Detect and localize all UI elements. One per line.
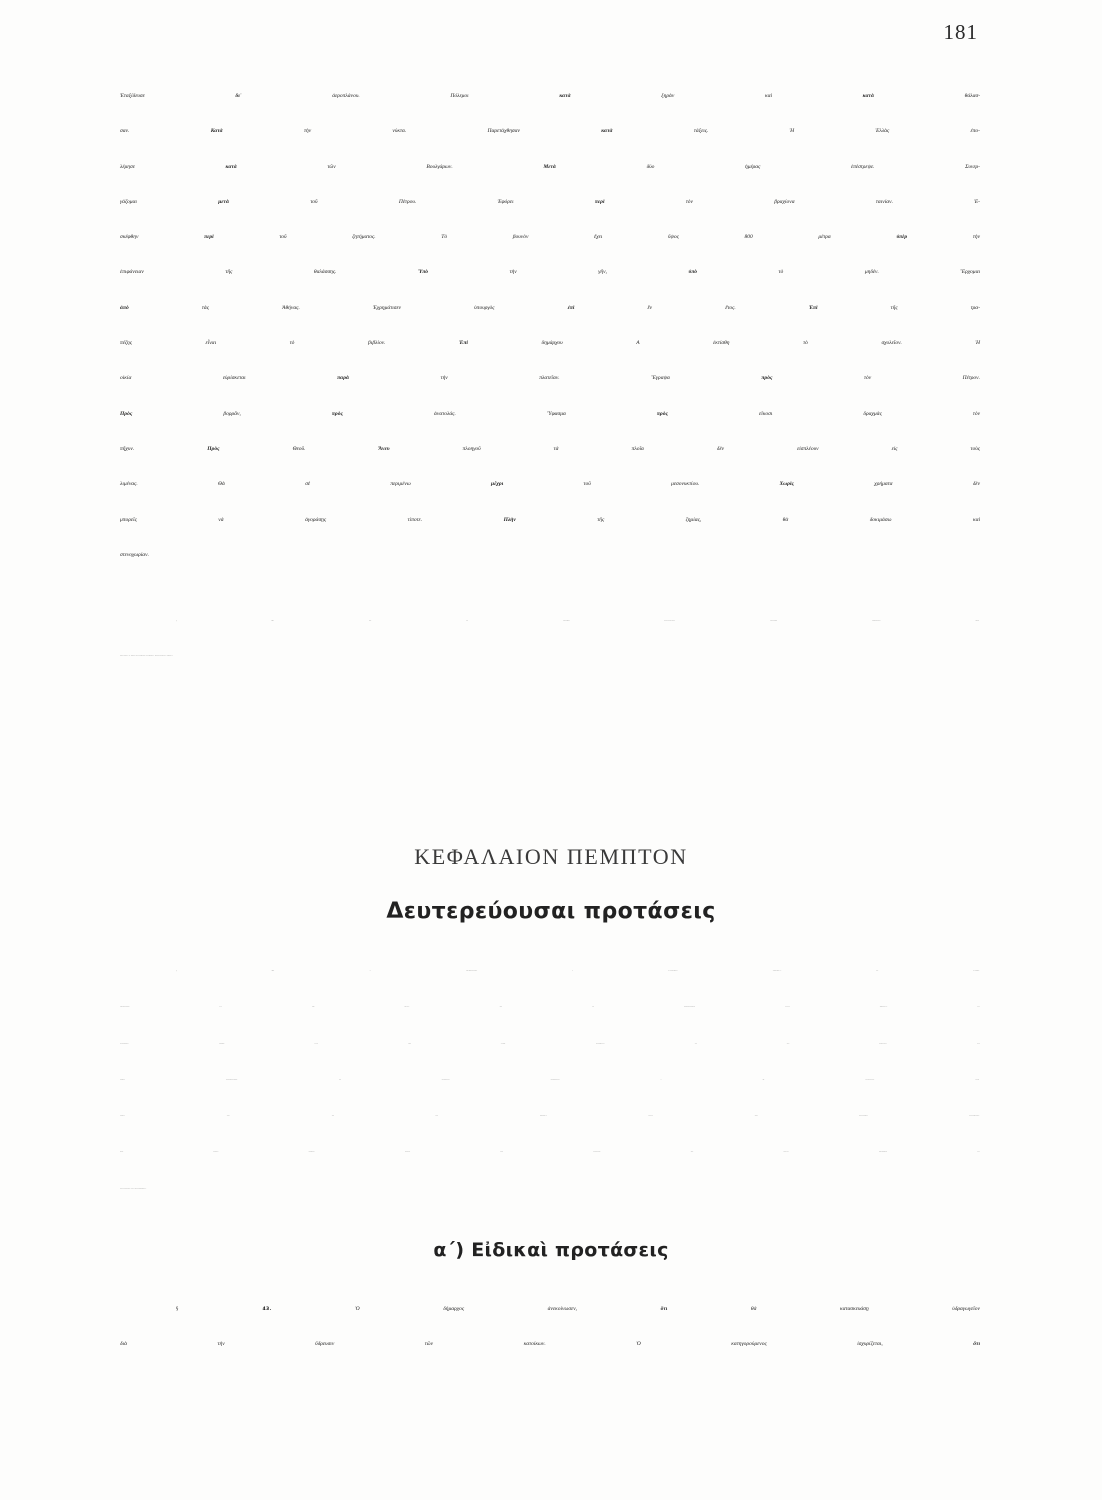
example-text: σαν. xyxy=(120,128,211,135)
chapter-subtitle: Δευτερεύουσαι προτάσεις xyxy=(386,899,716,924)
section-number: 42. xyxy=(271,971,275,972)
section-41 xyxy=(120,605,980,674)
example-text: πλοηγοῦ τὰ πλοῖα δὲν εἰσπλέουν εἰς τοὺς xyxy=(462,445,981,452)
paragraph-text: ποία σχέσις ὑπάρχει μεταξὺ τοῦ νοήματος τῆς κυρίας προτάσεως καὶ xyxy=(120,1152,980,1154)
paragraph-text: διορισμοί, οἱ ὁποῖοι φανερώνουν διαφόρους ἐπιρρηματικὰς σχέσεις. xyxy=(120,655,174,657)
paragraph-text: Εἰς τὰ ἀνωτέρω παραδείγματα ἀπαντοῦν ἐμπρόθετοι προσ- xyxy=(369,621,980,622)
section-43 xyxy=(120,1292,980,1362)
paragraph-text: Ὁ δήμαρχος ἀνεκοίνωσεν, xyxy=(355,1306,661,1312)
example-line xyxy=(120,255,980,290)
paragraph-text: ἐξαρτῶνται τρόπον τινὰ ἀπὸ αὐτήν. Συνδέονται μὲ τὴν πρότασιν, τὴν xyxy=(120,1043,980,1045)
note-line xyxy=(120,755,980,785)
example-line xyxy=(120,538,980,573)
example-text: πέζης εἶναι τὸ βιβλίον. xyxy=(120,340,460,347)
preposition-bold: Κατὰ xyxy=(210,128,223,135)
preposition-bold: Ἄνευ xyxy=(378,445,390,452)
preposition-bold: κατὰ xyxy=(559,93,571,99)
example-line xyxy=(120,361,980,396)
example-text: τὸ μηδέν. Ἔρχομαι xyxy=(778,269,980,276)
example-text: τὸν Πέτρον. xyxy=(864,375,980,382)
example-text: τὴν νύκτα. Παρετάχθησαν xyxy=(304,128,602,135)
example-text: τάξεις. Ἡ Ἑλλὰς ἐπο- xyxy=(693,128,981,135)
paragraph-text: Αἱ δευτερεύουσαι ἢ ἐξηρτημέναι προτάσεις, ὡς εἴδομεν, xyxy=(369,971,980,972)
paragraph-line xyxy=(120,1172,980,1208)
preposition-bold: Πρὸς xyxy=(120,410,133,417)
examples-paragraph xyxy=(120,79,980,573)
preposition-bold: περὶ xyxy=(204,234,214,241)
paragraph-line xyxy=(120,1327,980,1362)
preposition-bold: ὑπὲρ xyxy=(896,234,908,241)
preposition-bold: μέχρι xyxy=(491,481,504,488)
paragraph-line xyxy=(120,990,980,1026)
example-text: θάλασ- xyxy=(964,93,981,99)
preposition-bold: Πρὸς xyxy=(207,445,220,452)
note-line xyxy=(120,725,980,755)
preposition-bold: παρὰ xyxy=(337,375,350,382)
example-text: δημάρχου Α ἐκτίσθη τὸ σχολεῖον. Ἡ xyxy=(541,340,981,347)
preposition-bold: ὑπὸ xyxy=(688,269,697,276)
example-text: ἀεροπλάνου. Πόλεμοι xyxy=(332,93,560,99)
example-text: τοῦ Πέτρου. Ἐφόρει xyxy=(310,198,595,205)
example-text: τὴν πλατεῖαν. Ἔγραψα xyxy=(440,375,762,382)
example-text: μπορεῖς νὰ ἀγοράσῃς τίποτε. xyxy=(120,516,504,523)
example-text: στενοχωρίαν. xyxy=(120,551,149,558)
example-line xyxy=(120,291,980,326)
subsection-title: α΄) Εἰδικαὶ προτάσεις xyxy=(433,1239,669,1261)
example-text: Ἐταξίδευσε xyxy=(120,93,236,99)
example-line xyxy=(120,432,980,467)
note xyxy=(120,696,980,785)
example-text: λέμησε xyxy=(120,163,226,170)
section-label xyxy=(176,971,274,972)
paragraph-line xyxy=(120,1292,980,1327)
example-line xyxy=(120,397,980,432)
example-text: χρήματα δὲν xyxy=(874,481,981,488)
conjunction-bold: ὅτι xyxy=(973,1341,980,1347)
example-text: τῆς ζημίας, θὰ δοκιμάσω καὶ xyxy=(597,516,980,523)
preposition-bold: Ἐπὶ xyxy=(459,340,468,347)
example-text: τὴν γῆν, xyxy=(509,269,689,276)
example-text: Θεοῦ. xyxy=(292,445,379,452)
preposition-bold: Ἐπὶ xyxy=(808,304,818,311)
paragraph-text: νυμίας κλπ. Μὲ τὴν σύνδεσιν αὐτὴν τῶν προτάσεων φανερώνεται, xyxy=(120,1116,980,1118)
example-text: πῆχυν. xyxy=(120,445,208,452)
example-text: τῶν Βουλγάρων. xyxy=(327,163,544,170)
paragraph-text: χρησιμεύουν εἰς τὸν λόγον, διὰ νὰ προσδιορίσουν ἄλλην πρότασιν, καὶ xyxy=(120,1007,980,1009)
preposition-bold: κατὰ xyxy=(601,128,613,135)
paragraph-line xyxy=(120,1063,980,1099)
example-text: δύο ἡμέρας ἐπέστρεψε. Συνερ- xyxy=(646,163,981,170)
paragraph-line xyxy=(120,1135,980,1171)
preposition-bold: Πλὴν xyxy=(503,516,516,523)
preposition-bold: κατὰ xyxy=(862,93,874,99)
example-text: τὴν xyxy=(972,234,981,241)
example-text: ἓν ἔτος. xyxy=(647,304,809,311)
example-line xyxy=(120,114,980,149)
example-line xyxy=(120,326,980,361)
section-label xyxy=(176,1307,272,1312)
section-number: 43. xyxy=(262,1307,272,1312)
paragraph-text: θὰ κατασκευάσῃ ὑδραγωγεῖον xyxy=(667,1306,981,1312)
preposition-bold: ἐπὶ xyxy=(567,304,575,311)
paragraph-line xyxy=(120,605,980,640)
section-label xyxy=(176,621,274,622)
example-text: λιμένας. Θὰ σὲ περιμένω xyxy=(120,481,492,488)
preposition-bold: Ὑπὸ xyxy=(418,269,428,276)
section-sign: § xyxy=(176,971,177,972)
note-line xyxy=(120,696,980,726)
preposition-bold: Μετὰ xyxy=(543,163,556,170)
example-text: τῆς τρα- xyxy=(890,304,981,311)
example-line xyxy=(120,220,980,255)
section-42 xyxy=(120,954,980,1208)
preposition-bold: μετὰ xyxy=(218,198,230,205)
section-sign: § xyxy=(176,1307,179,1312)
example-line xyxy=(120,79,980,114)
chapter-title: ΚΕΦΑΛΑΙΟΝ ΠΕΜΠΤΟΝ xyxy=(414,844,688,869)
example-text: ἀνατολάς. Ὕφασμα xyxy=(434,410,657,417)
preposition-bold: Χωρὶς xyxy=(779,481,794,488)
preposition-bold: πρὸς xyxy=(656,410,668,417)
example-text: γάζομαι xyxy=(120,198,219,205)
example-text: ξηρὰν καὶ xyxy=(661,93,863,99)
page-number: 181 xyxy=(943,20,978,44)
example-text: τοῦ ζητήματος. Τὸ βουνὸν ἔχει ὕψος 800 μέτρα xyxy=(279,234,897,241)
paragraph-line xyxy=(120,640,980,675)
example-line xyxy=(120,150,980,185)
example-text: ἐπιφάνειαν τῆς θαλάσσης. xyxy=(120,269,419,276)
paragraph-text: διὰ τὴν ὕδρευσιν τῶν κατοίκων. Ὁ κατηγορούμενος ἰσχυρίζεται, xyxy=(120,1341,974,1347)
preposition-bold: ἀπὸ xyxy=(120,304,129,311)
example-text: σκέφθην xyxy=(120,234,205,241)
example-text: βορρᾶν, xyxy=(223,410,332,417)
paragraph-text: τοῦ νοήματος τῆς δευτερευούσης. xyxy=(120,1188,147,1190)
example-text: τὰς Ἀθήνας. Ἐχρημάτισεν ὑπουργὸς xyxy=(201,304,568,311)
example-text: τὸν βραχίονα ταινίαν. Ἐ- xyxy=(685,198,980,205)
example-text: οἰκία εὑρίσκεται xyxy=(120,375,338,382)
paragraph-line xyxy=(120,1099,980,1135)
example-line xyxy=(120,467,980,502)
example-line xyxy=(120,503,980,538)
paragraph-line xyxy=(120,1027,980,1063)
section-sign: § xyxy=(176,621,177,622)
preposition-bold: περὶ xyxy=(594,198,605,205)
preposition-bold: πρὸς xyxy=(761,375,773,382)
example-text: εἴκοσι δραχμὰς τὸν xyxy=(759,410,981,417)
paragraph-text: ὁποίαν προσδιορίζουν, μὲ διαφόρους συνδέσμους ἢ μὲ ἀναφορικὰς ἀντω- xyxy=(120,1079,980,1081)
preposition-bold: κατὰ xyxy=(225,163,237,170)
conjunction-bold: ὅτι xyxy=(660,1306,668,1312)
preposition-bold: πρὸς xyxy=(331,410,343,417)
section-number: 41. xyxy=(271,621,275,622)
example-line xyxy=(120,185,980,220)
paragraph-line xyxy=(120,954,980,990)
example-text: τοῦ μεσονυκτίου. xyxy=(583,481,780,488)
preposition-bold: δι᾿ xyxy=(235,93,242,99)
